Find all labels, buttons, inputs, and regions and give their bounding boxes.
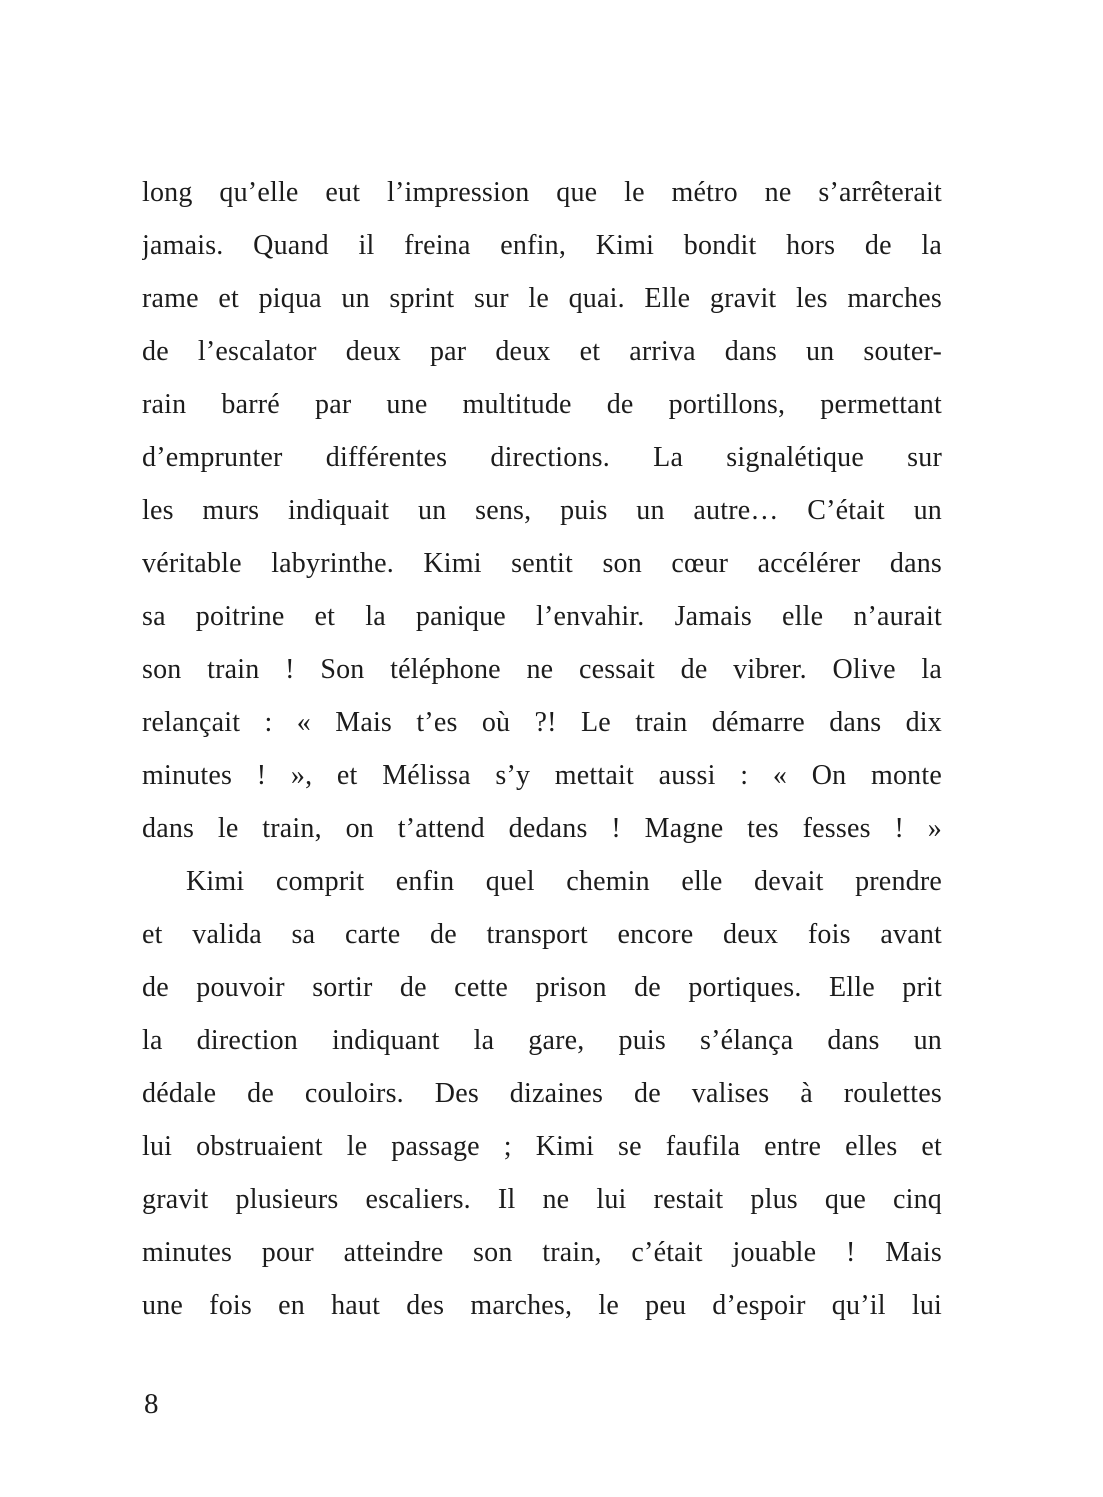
text-line: la direction indiquant la gare, puis s’élança dans un	[142, 1025, 942, 1056]
page-text	[142, 166, 942, 1332]
page-number: 8	[144, 1388, 159, 1420]
text-line: Kimi comprit enfin quel chemin elle devait prendre	[186, 866, 942, 897]
text-line: de l’escalator deux par deux et arriva dans un souter-	[142, 336, 942, 367]
text-line: dans le train, on t’attend dedans ! Magne tes fesses ! »	[142, 813, 942, 844]
text-line: et valida sa carte de transport encore deux fois avant	[142, 919, 942, 950]
text-line: minutes ! », et Mélissa s’y mettait aussi : « On monte	[142, 760, 942, 791]
text-line: son train ! Son téléphone ne cessait de vibrer. Olive la	[142, 654, 942, 685]
text-line: lui obstruaient le passage ; Kimi se faufila entre elles et	[142, 1131, 942, 1162]
text-line: rain barré par une multitude de portillons, permettant	[142, 389, 942, 420]
text-line: d’emprunter différentes directions. La signalétique sur	[142, 442, 942, 473]
text-line: une fois en haut des marches, le peu d’espoir qu’il lui	[142, 1290, 942, 1321]
text-line: minutes pour atteindre son train, c’était jouable ! Mais	[142, 1237, 942, 1268]
text-line: dédale de couloirs. Des dizaines de valises à roulettes	[142, 1078, 942, 1109]
text-line: relançait : « Mais t’es où ?! Le train démarre dans dix	[142, 707, 942, 738]
text-line: sa poitrine et la panique l’envahir. Jamais elle n’aurait	[142, 601, 942, 632]
text-line: de pouvoir sortir de cette prison de portiques. Elle prit	[142, 972, 942, 1003]
text-line: les murs indiquait un sens, puis un autre… C’était un	[142, 495, 942, 526]
text-line: long qu’elle eut l’impression que le métro ne s’arrêterait	[142, 177, 942, 208]
text-line: gravit plusieurs escaliers. Il ne lui restait plus que cinq	[142, 1184, 942, 1215]
text-line: jamais. Quand il freina enfin, Kimi bondit hors de la	[142, 230, 942, 261]
text-line: rame et piqua un sprint sur le quai. Elle gravit les marches	[142, 283, 942, 314]
text-line: véritable labyrinthe. Kimi sentit son cœur accélérer dans	[142, 548, 942, 579]
